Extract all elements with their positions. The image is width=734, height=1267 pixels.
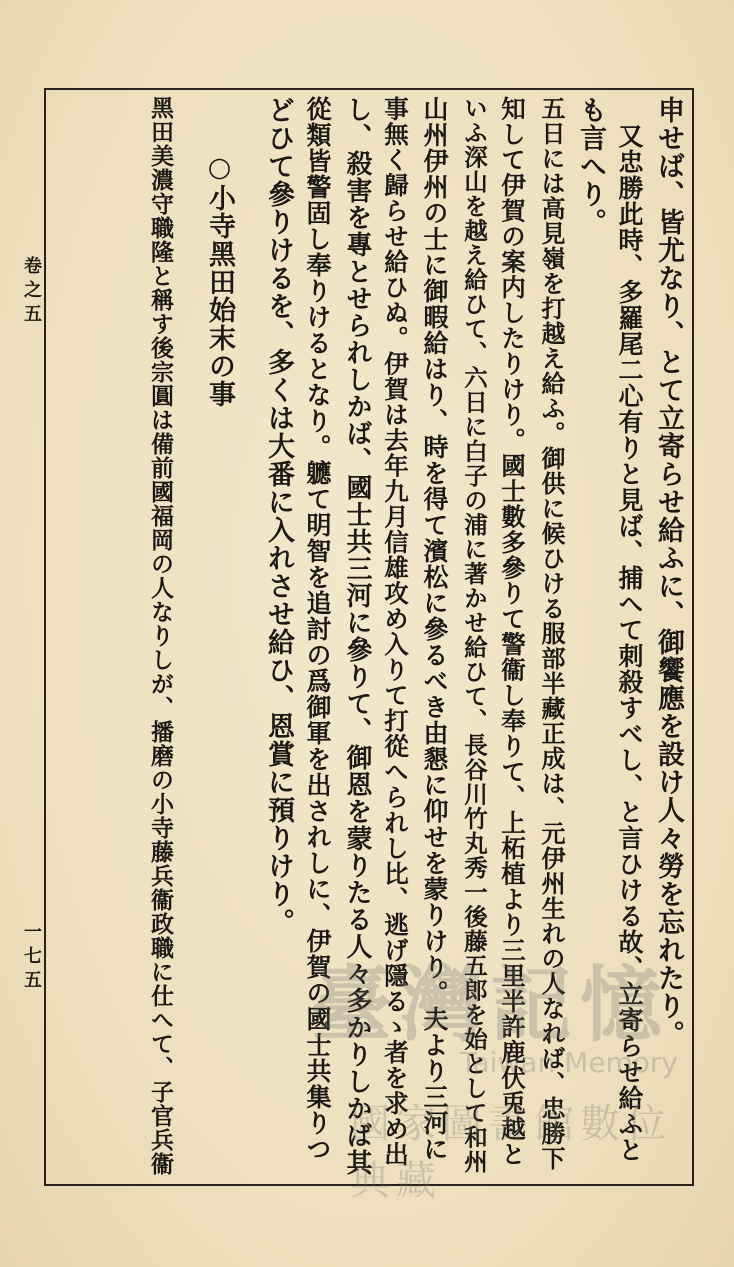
text-column: いふ深山を越え給ひて、六日に白子の浦に著かせ給ひて、長谷川竹丸秀一後藤五郎を始として和州 <box>460 96 488 1174</box>
text-column: も言へり。 <box>575 96 606 236</box>
text-column: 知して伊賀の案内したりけり。國士數多參りて警衞し奉りて、上柘植より三里半許鹿伏兎越と <box>498 96 527 1167</box>
text-column: 又忠勝此時、多羅尾二心有りと見ば、捕へて刺殺すべし、と言ひける故、立寄らせ給ふと <box>615 123 644 1163</box>
volume-label: 卷之五 <box>21 256 42 328</box>
text-column: 黑田美濃守職隆と稱す後宗圓は備前國福岡の人なりしが、播磨の小寺藤兵衞政職に仕へて、子官兵衞 <box>147 96 174 1176</box>
text-column: 事無く歸らせ給ひぬ。伊賀は去年九月信雄攻め入りて打從へられし比、逃げ隱るゝ者を求め出 <box>381 96 410 1167</box>
text-column: どひて參りけるを、多くは大番に入れさせ給ひ、恩賞に預りけり。 <box>263 96 294 936</box>
text-column: 申せば、皆尤なり、とて立寄らせ給ふに、御饗應を設け人々勞を忘れたり。 <box>653 96 684 1048</box>
section-heading: ○小寺黑田始末の事 <box>204 152 235 408</box>
watermark-english: Taiwan Memory <box>460 1046 678 1079</box>
text-column: し、殺害を專とせられしかば、國士共三河に參りて、御恩を蒙りたる人々多かりしかば其 <box>342 96 372 1176</box>
text-column: 山州伊州の士に御暇給はり、時を得て濱松に參るべき由懇に仰せを蒙りけり。夫より三河に <box>420 96 449 1162</box>
text-column: 五日には高見嶺を打越え給ふ。御供に候ひける服部半藏正成は、元伊州生れの人なれば、忠勝下 <box>537 96 566 1171</box>
page-number: 一七五 <box>21 922 42 994</box>
text-column: 從類皆警固し奉りけるとなり。軈て明智を追討の爲御軍を出されしに、伊賀の國士共集りつ <box>303 96 332 1162</box>
watermark-logo-text: 臺灣記憶 <box>310 957 671 1053</box>
vertical-text-body <box>56 96 688 1178</box>
watermark-subtitle: 國家圖書館數位典藏 <box>350 1101 672 1204</box>
